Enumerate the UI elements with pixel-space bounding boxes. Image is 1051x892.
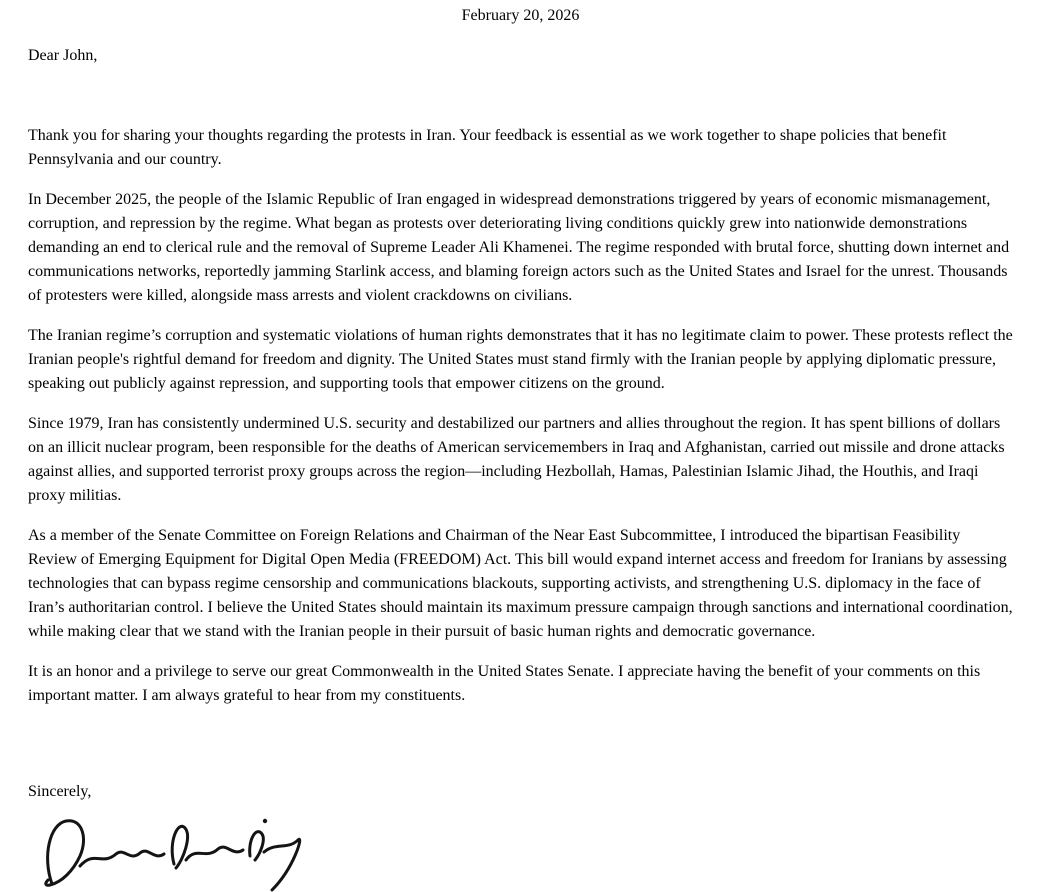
paragraph-since-1979: Since 1979, Iran has consistently undermined U.S. security and destabilized our partners and allies throughout the region. It has spent billions of dollars on an illicit nuclear program, been responsible for the deaths of American servicemembers in Iraq and Afghanistan, carried out missile and drone attacks against allies, and supported terrorist proxy groups across the region—including Hezbollah, Hamas, Palestinian Islamic Jihad, the Houthis, and Iraqi proxy militias. — [28, 415, 1005, 504]
letter-salutation: Dear John, — [28, 47, 98, 64]
paragraph-regime-corruption: The Iranian regime’s corruption and systematic violations of human rights demonstrates that it has no legitimate claim to power. These protests reflect the Iranian people's rightful demand for freedom and dignity. The United States must stand firmly with the Iranian people by applying diplomatic pressure, speaking out publicly against repression, and supporting tools that empower citizens on the ground. — [28, 327, 1013, 392]
letter-date: February 20, 2026 — [461, 7, 580, 24]
letter-closing: Sincerely, — [28, 783, 92, 800]
paragraph-thank-you: Thank you for sharing your thoughts regarding the protests in Iran. Your feedback is essential as we work together to shape policies that benefit Pennsylvania and our country. — [28, 127, 947, 168]
blank-line — [28, 84, 1013, 108]
paragraph-honor-to-serve: It is an honor and a privilege to serve our great Commonwealth in the United States Senate. I appreciate having the benefit of your comments on this important matter. I am always grateful to hear from my constituents. — [28, 663, 981, 704]
paragraph-december-2025-protests: In December 2025, the people of the Islamic Republic of Iran engaged in widespread demonstrations triggered by years of economic mismanagement, corruption, and repression by the regime. What began as protests over deteriorating living conditions quickly grew into nationwide demonstrations demanding an end to clerical rule and the removal of Supreme Leader Ali Khamenei. The regime responded with brutal force, shutting down internet and communications networks, reportedly jamming Starlink access, and blaming foreign actors such as the United States and Israel for the unrest. Thousands of protesters were killed, alongside mass arrests and violent crackdowns on civilians. — [28, 191, 1010, 304]
paragraph-freedom-act: As a member of the Senate Committee on Foreign Relations and Chairman of the Near East Subcommittee, I introduced the bipartisan Feasibility Review of Emerging Equipment for Digital Open Media (FREEDOM) Act. This bill would expand internet access and freedom for Iranians by assessing technologies that can bypass regime censorship and communications blackouts, supporting activists, and strengthening U.S. diplomacy in the face of Iran’s authoritarian control. I believe the United States should maintain its maximum pressure campaign through sanctions and international coordination, while making clear that we stand with the Iranian people in their pursuit of basic human rights and democratic governance. — [28, 527, 1013, 640]
blank-line — [28, 724, 1013, 764]
signature-image — [36, 812, 1013, 892]
handwritten-signature-icon — [36, 812, 316, 892]
